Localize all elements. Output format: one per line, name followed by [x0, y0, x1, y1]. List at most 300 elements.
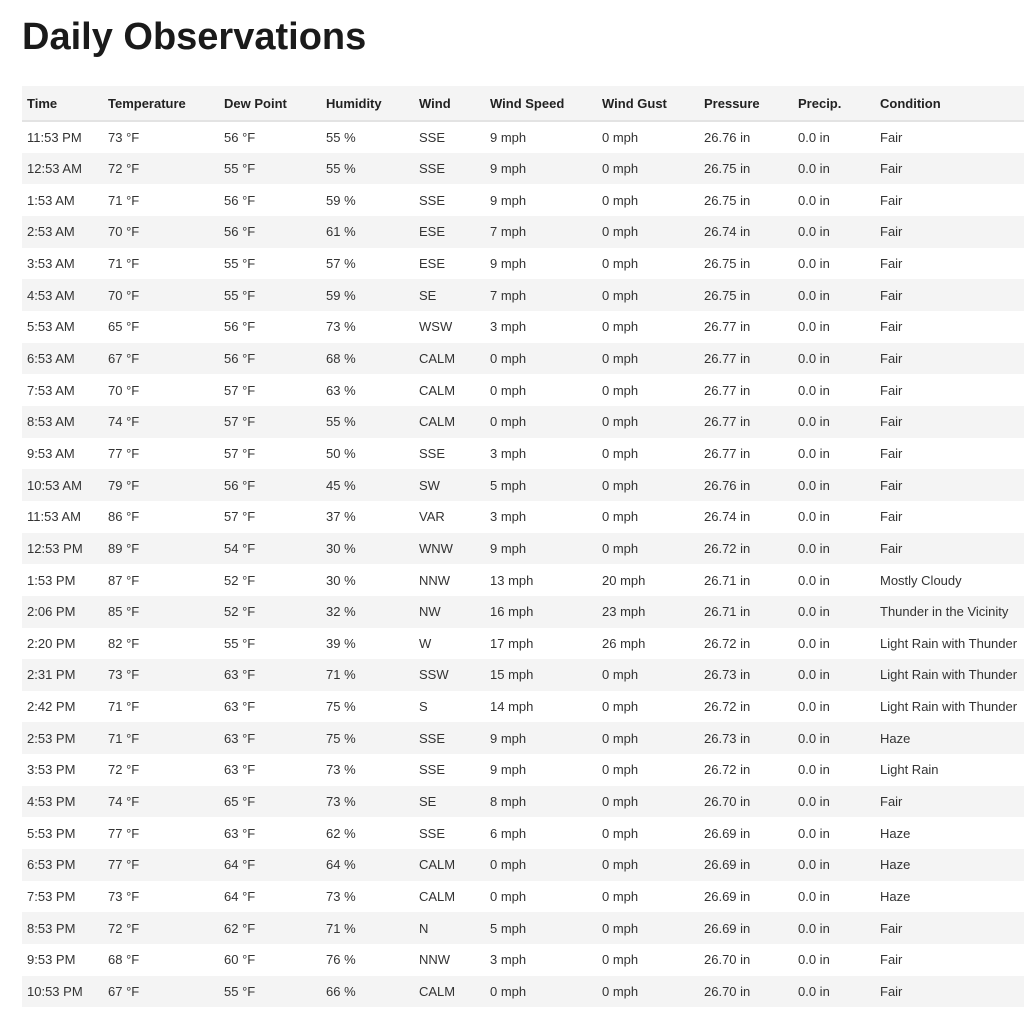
cell-temperature: 73 °F: [108, 667, 140, 683]
cell-condition: Light Rain with Thunder: [880, 667, 1018, 683]
observations-table: [22, 86, 1024, 1007]
column-header-time: Time: [27, 95, 58, 111]
cell-pressure: 26.77 in: [704, 414, 751, 430]
cell-time: 12:53 PM: [27, 540, 83, 556]
cell-dew-point: 55 °F: [224, 984, 256, 1000]
cell-temperature: 73 °F: [108, 129, 140, 145]
cell-condition: Haze: [880, 889, 911, 905]
cell-wind-gust: 0 mph: [602, 889, 639, 905]
cell-humidity: 73 %: [326, 794, 356, 810]
cell-wind-speed: 0 mph: [490, 382, 527, 398]
cell-time: 3:53 AM: [27, 255, 75, 271]
column-header-temperature: Temperature: [108, 95, 186, 111]
cell-precip: 0.0 in: [798, 667, 830, 683]
cell-condition: Haze: [880, 730, 911, 746]
cell-humidity: 37 %: [326, 509, 356, 525]
cell-precip: 0.0 in: [798, 699, 830, 715]
cell-dew-point: 56 °F: [224, 319, 256, 335]
cell-dew-point: 55 °F: [224, 255, 256, 271]
cell-wind-gust: 0 mph: [602, 762, 639, 778]
cell-wind-speed: 9 mph: [490, 730, 527, 746]
cell-wind: CALM: [419, 382, 456, 398]
cell-pressure: 26.69 in: [704, 825, 751, 841]
cell-time: 7:53 AM: [27, 382, 75, 398]
cell-dew-point: 63 °F: [224, 825, 256, 841]
cell-wind-gust: 0 mph: [602, 857, 639, 873]
cell-pressure: 26.77 in: [704, 382, 751, 398]
cell-precip: 0.0 in: [798, 794, 830, 810]
cell-wind-gust: 26 mph: [602, 635, 646, 651]
cell-wind: SSE: [419, 762, 446, 778]
cell-wind-speed: 9 mph: [490, 540, 527, 556]
cell-dew-point: 60 °F: [224, 952, 256, 968]
cell-temperature: 85 °F: [108, 604, 140, 620]
cell-temperature: 86 °F: [108, 509, 140, 525]
cell-wind-speed: 13 mph: [490, 572, 534, 588]
table-row: [22, 248, 1024, 280]
cell-wind-speed: 9 mph: [490, 192, 527, 208]
cell-pressure: 26.77 in: [704, 445, 751, 461]
cell-wind-gust: 0 mph: [602, 414, 639, 430]
cell-wind-gust: 0 mph: [602, 730, 639, 746]
cell-wind: W: [419, 635, 432, 651]
cell-dew-point: 57 °F: [224, 445, 256, 461]
cell-pressure: 26.70 in: [704, 984, 751, 1000]
cell-wind-speed: 3 mph: [490, 952, 527, 968]
cell-pressure: 26.75 in: [704, 160, 751, 176]
table-row: [22, 628, 1024, 660]
cell-wind: CALM: [419, 857, 456, 873]
cell-wind-speed: 0 mph: [490, 414, 527, 430]
cell-condition: Fair: [880, 540, 903, 556]
cell-temperature: 70 °F: [108, 382, 140, 398]
cell-wind: SE: [419, 794, 437, 810]
cell-temperature: 71 °F: [108, 255, 140, 271]
table-row: [22, 121, 1024, 153]
cell-temperature: 82 °F: [108, 635, 140, 651]
cell-wind: S: [419, 699, 428, 715]
cell-wind-speed: 9 mph: [490, 160, 527, 176]
cell-wind-speed: 17 mph: [490, 635, 534, 651]
cell-wind-gust: 0 mph: [602, 794, 639, 810]
cell-time: 6:53 PM: [27, 857, 76, 873]
cell-time: 12:53 AM: [27, 160, 82, 176]
cell-temperature: 70 °F: [108, 224, 140, 240]
cell-humidity: 39 %: [326, 635, 356, 651]
cell-wind: WSW: [419, 319, 453, 335]
cell-wind: VAR: [419, 509, 445, 525]
cell-condition: Fair: [880, 794, 903, 810]
cell-humidity: 75 %: [326, 730, 356, 746]
cell-temperature: 71 °F: [108, 192, 140, 208]
cell-temperature: 74 °F: [108, 414, 140, 430]
table-row: [22, 279, 1024, 311]
cell-wind: CALM: [419, 414, 456, 430]
cell-precip: 0.0 in: [798, 762, 830, 778]
cell-wind: SSE: [419, 730, 446, 746]
cell-condition: Fair: [880, 382, 903, 398]
cell-time: 4:53 AM: [27, 287, 75, 303]
cell-dew-point: 64 °F: [224, 857, 256, 873]
cell-wind-gust: 0 mph: [602, 224, 639, 240]
cell-humidity: 71 %: [326, 920, 356, 936]
cell-wind-speed: 9 mph: [490, 129, 527, 145]
cell-condition: Fair: [880, 319, 903, 335]
cell-condition: Light Rain with Thunder: [880, 699, 1018, 715]
cell-wind-speed: 6 mph: [490, 825, 527, 841]
cell-pressure: 26.72 in: [704, 762, 751, 778]
cell-temperature: 73 °F: [108, 889, 140, 905]
cell-pressure: 26.70 in: [704, 794, 751, 810]
cell-time: 5:53 PM: [27, 825, 76, 841]
cell-wind: SW: [419, 477, 440, 493]
cell-time: 2:31 PM: [27, 667, 76, 683]
cell-pressure: 26.76 in: [704, 129, 751, 145]
cell-dew-point: 57 °F: [224, 414, 256, 430]
column-header-condition: Condition: [880, 95, 941, 111]
cell-dew-point: 56 °F: [224, 129, 256, 145]
cell-condition: Fair: [880, 445, 903, 461]
cell-dew-point: 63 °F: [224, 762, 256, 778]
cell-temperature: 72 °F: [108, 920, 140, 936]
cell-temperature: 67 °F: [108, 984, 140, 1000]
cell-time: 9:53 AM: [27, 445, 75, 461]
table-row: [22, 817, 1024, 849]
cell-time: 2:20 PM: [27, 635, 76, 651]
cell-condition: Haze: [880, 825, 911, 841]
cell-condition: Fair: [880, 350, 903, 366]
cell-wind-speed: 0 mph: [490, 857, 527, 873]
cell-wind-gust: 0 mph: [602, 540, 639, 556]
table-row: [22, 469, 1024, 501]
cell-precip: 0.0 in: [798, 889, 830, 905]
cell-precip: 0.0 in: [798, 319, 830, 335]
cell-time: 8:53 PM: [27, 920, 76, 936]
cell-time: 1:53 AM: [27, 192, 75, 208]
table-row: [22, 754, 1024, 786]
table-row: [22, 596, 1024, 628]
cell-dew-point: 57 °F: [224, 382, 256, 398]
cell-time: 2:53 PM: [27, 730, 76, 746]
cell-pressure: 26.71 in: [704, 572, 751, 588]
cell-wind: SSE: [419, 160, 446, 176]
cell-precip: 0.0 in: [798, 920, 830, 936]
cell-condition: Light Rain with Thunder: [880, 635, 1018, 651]
cell-wind-gust: 0 mph: [602, 382, 639, 398]
cell-wind-speed: 0 mph: [490, 889, 527, 905]
cell-time: 2:06 PM: [27, 604, 76, 620]
cell-wind-gust: 0 mph: [602, 160, 639, 176]
table-header: [22, 86, 1024, 121]
cell-humidity: 55 %: [326, 129, 356, 145]
cell-wind: NNW: [419, 952, 451, 968]
cell-wind-speed: 0 mph: [490, 350, 527, 366]
cell-time: 5:53 AM: [27, 319, 75, 335]
cell-precip: 0.0 in: [798, 540, 830, 556]
cell-pressure: 26.76 in: [704, 477, 751, 493]
cell-condition: Fair: [880, 920, 903, 936]
cell-pressure: 26.75 in: [704, 287, 751, 303]
table-row: [22, 438, 1024, 470]
cell-pressure: 26.77 in: [704, 319, 751, 335]
cell-precip: 0.0 in: [798, 635, 830, 651]
cell-dew-point: 54 °F: [224, 540, 256, 556]
cell-pressure: 26.75 in: [704, 255, 751, 271]
cell-humidity: 55 %: [326, 414, 356, 430]
cell-temperature: 77 °F: [108, 445, 140, 461]
cell-temperature: 79 °F: [108, 477, 140, 493]
column-header-wind-speed: Wind Speed: [490, 95, 565, 111]
cell-pressure: 26.73 in: [704, 667, 751, 683]
cell-precip: 0.0 in: [798, 192, 830, 208]
cell-dew-point: 57 °F: [224, 509, 256, 525]
cell-time: 11:53 PM: [27, 129, 82, 145]
table-row: [22, 912, 1024, 944]
cell-humidity: 73 %: [326, 762, 356, 778]
cell-humidity: 59 %: [326, 287, 356, 303]
cell-pressure: 26.70 in: [704, 952, 751, 968]
cell-wind-gust: 0 mph: [602, 445, 639, 461]
cell-precip: 0.0 in: [798, 224, 830, 240]
cell-precip: 0.0 in: [798, 414, 830, 430]
cell-pressure: 26.74 in: [704, 224, 751, 240]
table-row: [22, 216, 1024, 248]
cell-wind-gust: 0 mph: [602, 350, 639, 366]
cell-pressure: 26.71 in: [704, 604, 751, 620]
cell-dew-point: 64 °F: [224, 889, 256, 905]
table-row: [22, 406, 1024, 438]
cell-precip: 0.0 in: [798, 730, 830, 746]
cell-dew-point: 55 °F: [224, 160, 256, 176]
cell-wind-speed: 9 mph: [490, 255, 527, 271]
cell-wind-gust: 0 mph: [602, 319, 639, 335]
cell-precip: 0.0 in: [798, 509, 830, 525]
cell-humidity: 68 %: [326, 350, 356, 366]
cell-humidity: 55 %: [326, 160, 356, 176]
cell-condition: Fair: [880, 952, 903, 968]
cell-humidity: 76 %: [326, 952, 356, 968]
table-row: [22, 564, 1024, 596]
table-row: [22, 976, 1024, 1008]
cell-humidity: 50 %: [326, 445, 356, 461]
cell-wind: ESE: [419, 255, 446, 271]
cell-precip: 0.0 in: [798, 350, 830, 366]
cell-temperature: 74 °F: [108, 794, 140, 810]
table-row: [22, 153, 1024, 185]
cell-humidity: 71 %: [326, 667, 356, 683]
table-header-row: [22, 86, 1024, 121]
cell-wind: SSE: [419, 825, 446, 841]
cell-wind-gust: 20 mph: [602, 572, 646, 588]
cell-precip: 0.0 in: [798, 825, 830, 841]
cell-time: 10:53 PM: [27, 984, 83, 1000]
cell-wind-gust: 0 mph: [602, 984, 639, 1000]
cell-pressure: 26.75 in: [704, 192, 751, 208]
cell-precip: 0.0 in: [798, 857, 830, 873]
cell-dew-point: 63 °F: [224, 730, 256, 746]
cell-precip: 0.0 in: [798, 129, 830, 145]
cell-wind-gust: 0 mph: [602, 699, 639, 715]
cell-condition: Haze: [880, 857, 911, 873]
cell-wind: SE: [419, 287, 437, 303]
cell-humidity: 62 %: [326, 825, 356, 841]
cell-precip: 0.0 in: [798, 477, 830, 493]
cell-dew-point: 55 °F: [224, 635, 256, 651]
cell-precip: 0.0 in: [798, 445, 830, 461]
table-row: [22, 501, 1024, 533]
cell-wind-gust: 0 mph: [602, 287, 639, 303]
cell-condition: Mostly Cloudy: [880, 572, 962, 588]
cell-wind-gust: 0 mph: [602, 129, 639, 145]
cell-precip: 0.0 in: [798, 255, 830, 271]
cell-wind-speed: 7 mph: [490, 287, 527, 303]
cell-temperature: 77 °F: [108, 857, 140, 873]
cell-wind-gust: 0 mph: [602, 920, 639, 936]
cell-wind-gust: 0 mph: [602, 825, 639, 841]
cell-condition: Fair: [880, 414, 903, 430]
cell-time: 7:53 PM: [27, 889, 76, 905]
cell-wind: SSE: [419, 192, 446, 208]
cell-condition: Fair: [880, 224, 903, 240]
cell-dew-point: 62 °F: [224, 920, 256, 936]
cell-precip: 0.0 in: [798, 952, 830, 968]
cell-pressure: 26.69 in: [704, 889, 751, 905]
cell-temperature: 77 °F: [108, 825, 140, 841]
cell-temperature: 72 °F: [108, 160, 140, 176]
cell-condition: Fair: [880, 287, 903, 303]
cell-pressure: 26.74 in: [704, 509, 751, 525]
table-row: [22, 311, 1024, 343]
cell-temperature: 65 °F: [108, 319, 140, 335]
table-row: [22, 343, 1024, 375]
cell-dew-point: 52 °F: [224, 572, 256, 588]
cell-wind-gust: 23 mph: [602, 604, 646, 620]
table-row: [22, 374, 1024, 406]
cell-time: 8:53 AM: [27, 414, 75, 430]
cell-precip: 0.0 in: [798, 160, 830, 176]
page-title: Daily Observations: [22, 16, 367, 58]
cell-time: 2:42 PM: [27, 699, 76, 715]
cell-wind: SSW: [419, 667, 449, 683]
table-body: [22, 121, 1024, 1007]
cell-humidity: 57 %: [326, 255, 356, 271]
cell-time: 2:53 AM: [27, 224, 75, 240]
cell-wind-gust: 0 mph: [602, 509, 639, 525]
table-row: [22, 944, 1024, 976]
cell-pressure: 26.72 in: [704, 699, 751, 715]
cell-condition: Fair: [880, 509, 903, 525]
cell-humidity: 73 %: [326, 319, 356, 335]
cell-wind-speed: 3 mph: [490, 319, 527, 335]
cell-precip: 0.0 in: [798, 287, 830, 303]
cell-humidity: 61 %: [326, 224, 356, 240]
cell-temperature: 89 °F: [108, 540, 140, 556]
cell-wind: CALM: [419, 984, 456, 1000]
cell-precip: 0.0 in: [798, 984, 830, 1000]
cell-dew-point: 56 °F: [224, 477, 256, 493]
cell-wind-speed: 0 mph: [490, 984, 527, 1000]
cell-time: 1:53 PM: [27, 572, 76, 588]
cell-wind-speed: 5 mph: [490, 920, 527, 936]
cell-wind: N: [419, 920, 429, 936]
table-row: [22, 786, 1024, 818]
cell-humidity: 63 %: [326, 382, 356, 398]
observations-table-container: [22, 86, 1024, 1007]
column-header-precip: Precip.: [798, 95, 842, 111]
cell-temperature: 67 °F: [108, 350, 140, 366]
cell-time: 10:53 AM: [27, 477, 82, 493]
table-row: [22, 184, 1024, 216]
cell-wind: WNW: [419, 540, 453, 556]
cell-humidity: 73 %: [326, 889, 356, 905]
cell-humidity: 30 %: [326, 572, 356, 588]
cell-wind: CALM: [419, 889, 456, 905]
cell-wind-speed: 3 mph: [490, 445, 527, 461]
table-row: [22, 849, 1024, 881]
cell-wind-gust: 0 mph: [602, 477, 639, 493]
cell-wind: NW: [419, 604, 441, 620]
cell-wind: SSE: [419, 129, 446, 145]
cell-pressure: 26.73 in: [704, 730, 751, 746]
cell-pressure: 26.72 in: [704, 635, 751, 651]
cell-wind: ESE: [419, 224, 446, 240]
cell-condition: Fair: [880, 160, 903, 176]
cell-dew-point: 56 °F: [224, 192, 256, 208]
cell-temperature: 72 °F: [108, 762, 140, 778]
cell-humidity: 32 %: [326, 604, 356, 620]
cell-wind-speed: 16 mph: [490, 604, 534, 620]
table-row: [22, 659, 1024, 691]
cell-wind-gust: 0 mph: [602, 952, 639, 968]
cell-pressure: 26.77 in: [704, 350, 751, 366]
column-header-wind: Wind: [419, 95, 451, 111]
column-header-dew-point: Dew Point: [224, 95, 287, 111]
cell-condition: Fair: [880, 984, 903, 1000]
cell-dew-point: 65 °F: [224, 794, 256, 810]
table-row: [22, 881, 1024, 913]
cell-temperature: 70 °F: [108, 287, 140, 303]
cell-humidity: 45 %: [326, 477, 356, 493]
cell-condition: Fair: [880, 477, 903, 493]
cell-time: 9:53 PM: [27, 952, 76, 968]
cell-condition: Fair: [880, 129, 903, 145]
cell-dew-point: 55 °F: [224, 287, 256, 303]
cell-wind-gust: 0 mph: [602, 667, 639, 683]
cell-wind: NNW: [419, 572, 451, 588]
cell-precip: 0.0 in: [798, 604, 830, 620]
cell-wind-gust: 0 mph: [602, 255, 639, 271]
column-header-pressure: Pressure: [704, 95, 760, 111]
cell-dew-point: 63 °F: [224, 667, 256, 683]
cell-temperature: 68 °F: [108, 952, 140, 968]
cell-wind-speed: 8 mph: [490, 794, 527, 810]
cell-temperature: 71 °F: [108, 730, 140, 746]
cell-time: 4:53 PM: [27, 794, 76, 810]
cell-humidity: 59 %: [326, 192, 356, 208]
cell-dew-point: 63 °F: [224, 699, 256, 715]
cell-wind: SSE: [419, 445, 446, 461]
cell-wind-speed: 14 mph: [490, 699, 534, 715]
cell-humidity: 30 %: [326, 540, 356, 556]
cell-wind-speed: 15 mph: [490, 667, 534, 683]
cell-wind-speed: 9 mph: [490, 762, 527, 778]
cell-wind-gust: 0 mph: [602, 192, 639, 208]
cell-condition: Fair: [880, 192, 903, 208]
cell-wind-speed: 5 mph: [490, 477, 527, 493]
cell-dew-point: 56 °F: [224, 224, 256, 240]
cell-dew-point: 52 °F: [224, 604, 256, 620]
cell-temperature: 87 °F: [108, 572, 140, 588]
